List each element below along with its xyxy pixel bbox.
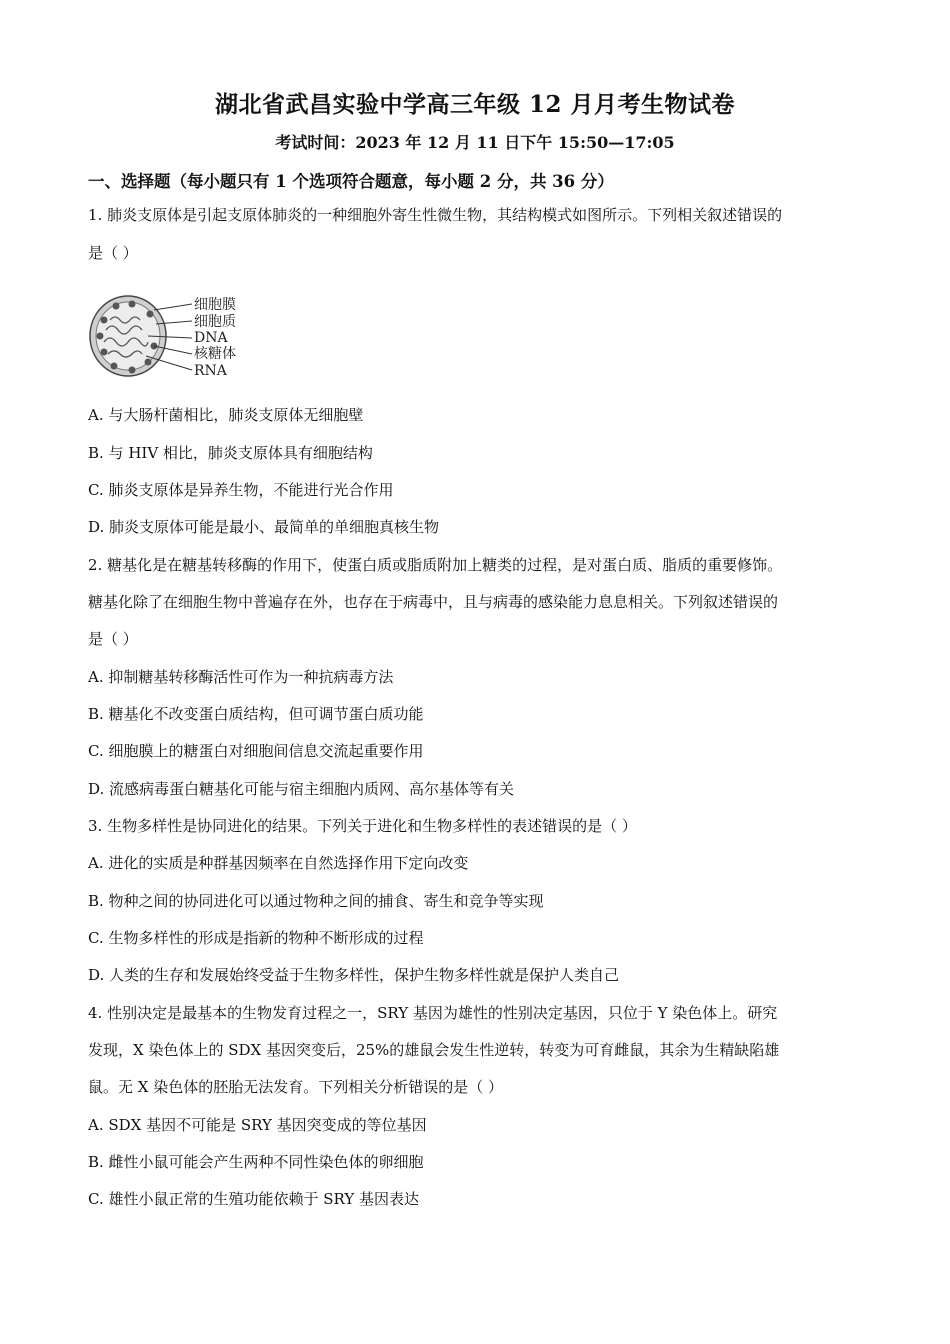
label-dna: DNA [194, 330, 228, 346]
q4-stem-line3: 鼠。无 X 染色体的胚胎无法发育。下列相关分析错误的是（ ） [88, 1078, 503, 1096]
q1-stem-line1: 1. 肺炎支原体是引起支原体肺炎的一种细胞外寄生性微生物，其结构模式如图所示。下列相关叙述错误的 [88, 206, 783, 224]
q3-option-a: A. 进化的实质是种群基因频率在自然选择作用下定向改变 [88, 854, 469, 872]
q3-option-d: D. 人类的生存和发展始终受益于生物多样性，保护生物多样性就是保护人类自己 [88, 966, 620, 984]
q1-option-c: C. 肺炎支原体是异养生物，不能进行光合作用 [88, 481, 394, 499]
q3-stem: 3. 生物多样性是协同进化的结果。下列关于进化和生物多样性的表述错误的是（ ） [88, 817, 637, 835]
page-title: 湖北省武昌实验中学高三年级 12 月月考生物试卷 [214, 91, 736, 118]
q4-option-c: C. 雄性小鼠正常的生殖功能依赖于 SRY 基因表达 [88, 1190, 420, 1208]
q1-option-a: A. 与大肠杆菌相比，肺炎支原体无细胞壁 [88, 406, 364, 424]
q1-stem-line2: 是（ ） [88, 244, 138, 262]
exam-time: 考试时间：2023 年 12 月 11 日下午 15:50—17:05 [275, 133, 675, 152]
q1-option-d: D. 肺炎支原体可能是最小、最简单的单细胞真核生物 [88, 518, 440, 536]
q2-option-d: D. 流感病毒蛋白糖基化可能与宿主细胞内质网、高尔基体等有关 [88, 780, 515, 798]
label-rna: RNA [194, 363, 227, 379]
mycoplasma-cell-figure [88, 290, 268, 382]
q4-stem-line1: 4. 性别决定是最基本的生物发育过程之一，SRY 基因为雄性的性别决定基因，只位于 Y 染色体上。研究 [88, 1004, 778, 1022]
q2-stem-line3: 是（ ） [88, 630, 138, 648]
q4-option-b: B. 雌性小鼠可能会产生两种不同性染色体的卵细胞 [88, 1153, 424, 1171]
q2-option-b: B. 糖基化不改变蛋白质结构，但可调节蛋白质功能 [88, 705, 424, 723]
q3-option-c: C. 生物多样性的形成是指新的物种不断形成的过程 [88, 929, 424, 947]
q2-stem-line1: 2. 糖基化是在糖基转移酶的作用下，使蛋白质或脂质附加上糖类的过程，是对蛋白质、脂质的重要修饰。 [88, 556, 783, 574]
q4-option-a: A. SDX 基因不可能是 SRY 基因突变成的等位基因 [88, 1116, 427, 1134]
label-cell-membrane: 细胞膜 [194, 297, 236, 313]
label-cytoplasm: 细胞质 [194, 314, 236, 330]
q4-stem-line2: 发现，X 染色体上的 SDX 基因突变后，25%的雄鼠会发生性逆转，转变为可育雌鼠，其余为生精缺陷雄 [88, 1041, 780, 1059]
q1-option-b: B. 与 HIV 相比，肺炎支原体具有细胞结构 [88, 444, 373, 462]
mycoplasma-diagram [88, 290, 268, 382]
section-heading: 一、选择题（每小题只有 1 个选项符合题意，每小题 2 分，共 36 分） [88, 172, 614, 191]
q3-option-b: B. 物种之间的协同进化可以通过物种之间的捕食、寄生和竞争等实现 [88, 892, 544, 910]
q2-option-c: C. 细胞膜上的糖蛋白对细胞间信息交流起重要作用 [88, 742, 424, 760]
label-ribosome: 核糖体 [194, 346, 236, 362]
q2-option-a: A. 抑制糖基转移酶活性可作为一种抗病毒方法 [88, 668, 394, 686]
q2-stem-line2: 糖基化除了在细胞生物中普遍存在外，也存在于病毒中，且与病毒的感染能力息息相关。下列叙述错误的 [88, 593, 779, 611]
